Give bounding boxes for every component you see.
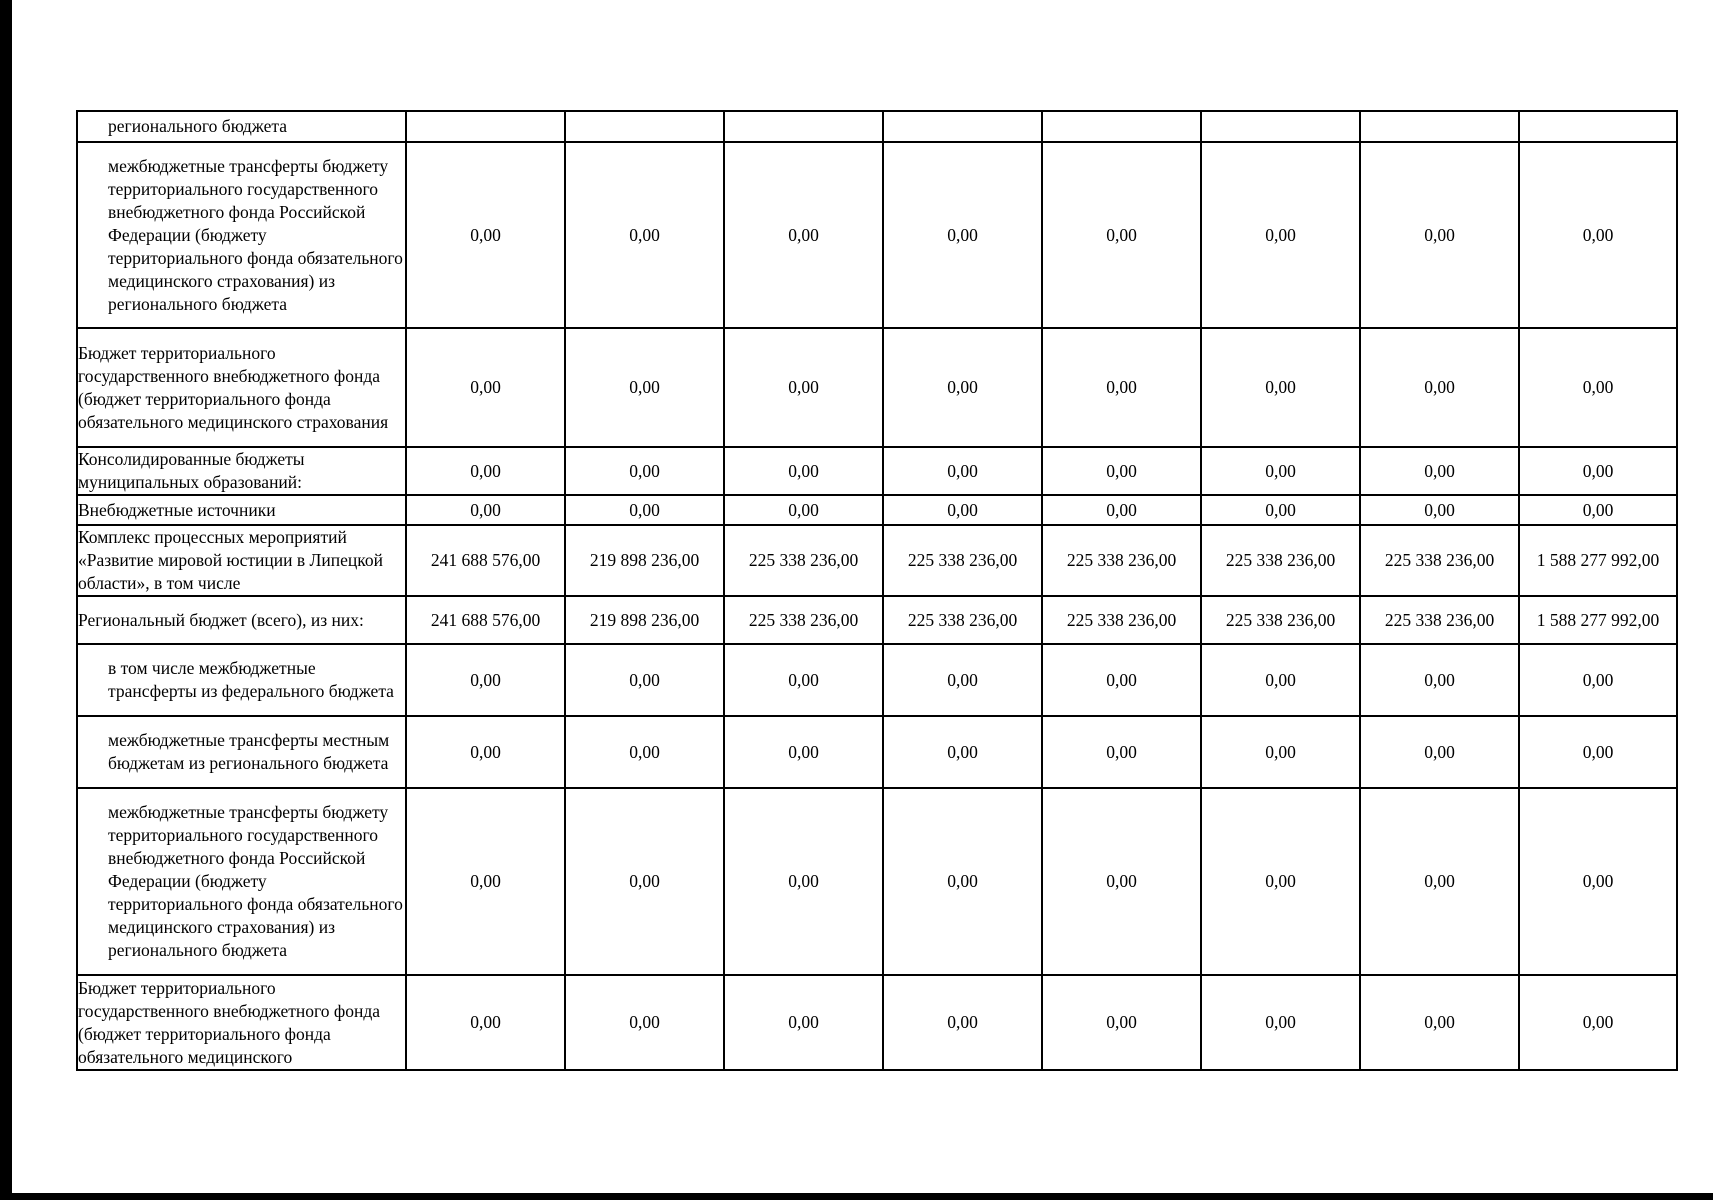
row-label: в том числе межбюджетные трансферты из федерального бюджета [77, 644, 406, 716]
value-cell: 0,00 [1519, 142, 1677, 328]
scan-edge-left [0, 0, 12, 1200]
value-cell: 0,00 [1519, 716, 1677, 788]
row-label: Региональный бюджет (всего), из них: [77, 596, 406, 644]
value-cell: 0,00 [724, 142, 883, 328]
value-cell: 0,00 [1201, 495, 1360, 525]
value-cell: 225 338 236,00 [1360, 596, 1519, 644]
value-cell: 225 338 236,00 [883, 525, 1042, 596]
value-cell: 0,00 [565, 447, 724, 495]
value-cell: 0,00 [724, 328, 883, 447]
table-row [77, 111, 1677, 142]
value-cell: 225 338 236,00 [1201, 596, 1360, 644]
value-cell: 225 338 236,00 [724, 525, 883, 596]
value-cell: 0,00 [724, 644, 883, 716]
value-cell: 0,00 [1519, 495, 1677, 525]
value-cell: 0,00 [1042, 716, 1201, 788]
value-cell: 0,00 [1360, 975, 1519, 1070]
value-cell: 0,00 [1360, 788, 1519, 975]
value-cell: 0,00 [1519, 447, 1677, 495]
value-cell [883, 111, 1042, 142]
value-cell: 0,00 [1042, 495, 1201, 525]
value-cell: 0,00 [1519, 788, 1677, 975]
value-cell [1201, 111, 1360, 142]
table-row [77, 328, 1677, 447]
value-cell: 225 338 236,00 [1042, 525, 1201, 596]
value-cell: 0,00 [1360, 716, 1519, 788]
value-cell: 0,00 [1042, 975, 1201, 1070]
value-cell [406, 111, 565, 142]
value-cell: 0,00 [565, 788, 724, 975]
value-cell: 0,00 [1360, 142, 1519, 328]
table-row [77, 975, 1677, 1070]
value-cell: 0,00 [883, 328, 1042, 447]
value-cell: 0,00 [883, 788, 1042, 975]
table-row [77, 525, 1677, 596]
row-label: межбюджетные трансферты местным бюджетам из регионального бюджета [77, 716, 406, 788]
row-label: межбюджетные трансферты бюджету территориального государственного внебюджетного фонда Российской Федерации (бюджету территориального фонда обязательного медицинского страхования) из регионального бюджета [77, 142, 406, 328]
budget-table [76, 110, 1678, 1071]
value-cell: 0,00 [1042, 328, 1201, 447]
value-cell: 0,00 [565, 644, 724, 716]
value-cell [1519, 111, 1677, 142]
value-cell: 225 338 236,00 [724, 596, 883, 644]
value-cell: 0,00 [1201, 328, 1360, 447]
row-label: Консолидированные бюджеты муниципальных образований: [77, 447, 406, 495]
value-cell: 0,00 [883, 716, 1042, 788]
table-row [77, 716, 1677, 788]
row-label: регионального бюджета [77, 111, 406, 142]
value-cell: 0,00 [406, 447, 565, 495]
value-cell: 241 688 576,00 [406, 525, 565, 596]
table-row [77, 788, 1677, 975]
value-cell: 0,00 [1201, 447, 1360, 495]
row-label: Комплекс процессных мероприятий «Развитие мировой юстиции в Липецкой области», в том числе [77, 525, 406, 596]
value-cell: 0,00 [883, 142, 1042, 328]
value-cell: 0,00 [1519, 328, 1677, 447]
value-cell: 0,00 [1201, 788, 1360, 975]
table-row [77, 644, 1677, 716]
value-cell: 219 898 236,00 [565, 596, 724, 644]
value-cell: 225 338 236,00 [1042, 596, 1201, 644]
value-cell: 0,00 [883, 495, 1042, 525]
scan-edge-bottom [0, 1193, 1713, 1200]
table-row [77, 447, 1677, 495]
value-cell: 241 688 576,00 [406, 596, 565, 644]
table-row [77, 596, 1677, 644]
value-cell: 0,00 [724, 788, 883, 975]
value-cell: 0,00 [1360, 644, 1519, 716]
row-label: Бюджет территориального государственного внебюджетного фонда (бюджет территориального фонда обязательного медицинского [77, 975, 406, 1070]
value-cell [1042, 111, 1201, 142]
value-cell: 0,00 [565, 142, 724, 328]
value-cell: 0,00 [883, 447, 1042, 495]
row-label: межбюджетные трансферты бюджету территориального государственного внебюджетного фонда Российской Федерации (бюджету территориального фонда обязательного медицинского страхования) из регионального бюджета [77, 788, 406, 975]
value-cell: 0,00 [1201, 716, 1360, 788]
value-cell: 0,00 [406, 495, 565, 525]
value-cell: 0,00 [883, 975, 1042, 1070]
row-label: Бюджет территориального государственного внебюджетного фонда (бюджет территориального фонда обязательного медицинского страхования [77, 328, 406, 447]
value-cell: 0,00 [1042, 644, 1201, 716]
table-row [77, 142, 1677, 328]
value-cell: 0,00 [406, 142, 565, 328]
value-cell: 0,00 [724, 495, 883, 525]
value-cell: 0,00 [406, 328, 565, 447]
value-cell: 0,00 [565, 716, 724, 788]
value-cell: 0,00 [883, 644, 1042, 716]
value-cell: 0,00 [565, 975, 724, 1070]
value-cell: 0,00 [406, 788, 565, 975]
value-cell: 0,00 [1201, 644, 1360, 716]
value-cell: 0,00 [1519, 975, 1677, 1070]
value-cell: 0,00 [724, 975, 883, 1070]
value-cell [1360, 111, 1519, 142]
value-cell: 225 338 236,00 [883, 596, 1042, 644]
value-cell: 0,00 [406, 716, 565, 788]
value-cell: 225 338 236,00 [1201, 525, 1360, 596]
value-cell: 225 338 236,00 [1360, 525, 1519, 596]
value-cell: 0,00 [1201, 142, 1360, 328]
value-cell [565, 111, 724, 142]
value-cell: 219 898 236,00 [565, 525, 724, 596]
value-cell: 0,00 [406, 644, 565, 716]
value-cell: 0,00 [1519, 644, 1677, 716]
value-cell: 0,00 [1042, 142, 1201, 328]
value-cell: 0,00 [1201, 975, 1360, 1070]
value-cell: 0,00 [1360, 328, 1519, 447]
row-label: Внебюджетные источники [77, 495, 406, 525]
value-cell: 0,00 [1042, 788, 1201, 975]
value-cell: 1 588 277 992,00 [1519, 525, 1677, 596]
value-cell [724, 111, 883, 142]
value-cell: 0,00 [1042, 447, 1201, 495]
value-cell: 0,00 [565, 328, 724, 447]
value-cell: 0,00 [565, 495, 724, 525]
value-cell: 0,00 [1360, 495, 1519, 525]
value-cell: 0,00 [724, 716, 883, 788]
value-cell: 1 588 277 992,00 [1519, 596, 1677, 644]
value-cell: 0,00 [1360, 447, 1519, 495]
table-row [77, 495, 1677, 525]
value-cell: 0,00 [406, 975, 565, 1070]
value-cell: 0,00 [724, 447, 883, 495]
